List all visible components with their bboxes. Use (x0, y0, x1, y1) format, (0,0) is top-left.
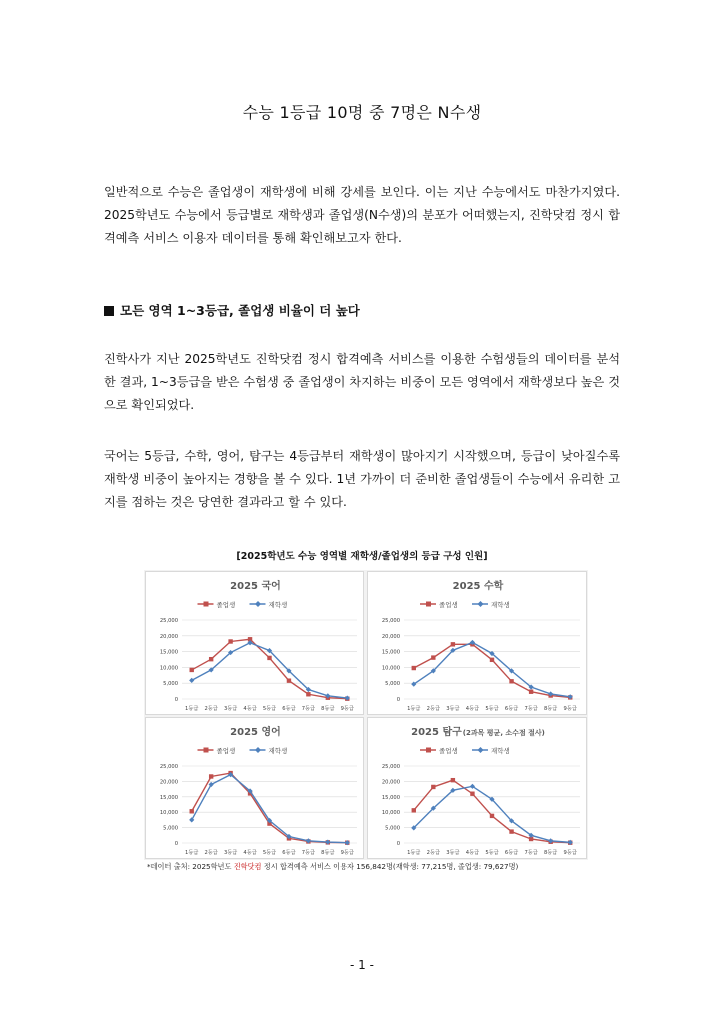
x-tick-label: 3등급 (446, 850, 460, 856)
y-tick-label: 15,000 (159, 649, 178, 656)
chart-title-note: (2과목 평균, 소수점 절사) (462, 729, 545, 737)
legend-label: 졸업생 (216, 747, 236, 755)
y-tick-label: 15,000 (159, 794, 178, 801)
graduate-series-line (192, 773, 348, 843)
section-heading-text: 모든 영역 1~3등급, 졸업생 비율이 더 높다 (120, 303, 360, 318)
x-tick-label: 4등급 (243, 706, 257, 712)
source-suffix: 정시 합격예측 서비스 이용자 156,842명(재학생: 77,215명, 졸업생: 79,627명) (261, 862, 519, 871)
legend-diamond-marker (478, 601, 484, 607)
y-tick-label: 20,000 (159, 633, 178, 640)
x-tick-label: 9등급 (340, 706, 354, 712)
legend-diamond-marker (255, 601, 261, 607)
y-tick-label: 15,000 (381, 794, 400, 801)
x-tick-label: 5등급 (262, 850, 277, 856)
x-tick-label: 9등급 (563, 706, 577, 712)
x-tick-label: 2등급 (204, 850, 218, 856)
x-tick-label: 3등급 (223, 850, 238, 856)
figure-title: [2025학년도 수능 영역별 재학생/졸업생의 등급 구성 인원] (236, 551, 488, 562)
chart-title (453, 579, 504, 592)
legend-label: 재학생 (268, 601, 288, 609)
current-student-series-line (414, 642, 570, 696)
chart-title (230, 579, 281, 592)
y-tick-label: 25,000 (381, 764, 400, 770)
document-title: 수능 1등급 10명 중 7명은 N수생 (242, 103, 482, 122)
x-tick-label: 1등급 (407, 850, 421, 856)
x-tick-label: 7등급 (301, 850, 316, 856)
x-tick-label: 5등급 (485, 706, 499, 712)
current-student-data-point (209, 782, 214, 787)
chart-title (230, 725, 281, 738)
data-source-note (147, 862, 607, 872)
x-tick-label: 9등급 (340, 850, 354, 856)
y-tick-label: 5,000 (385, 825, 400, 832)
graduate-data-point (431, 785, 435, 789)
x-tick-label: 8등급 (321, 706, 335, 712)
y-tick-label: 0 (174, 697, 178, 703)
x-tick-label: 1등급 (407, 706, 421, 712)
x-tick-label: 6등급 (504, 706, 519, 712)
current-student-data-point (189, 817, 194, 822)
y-tick-label: 25,000 (381, 618, 400, 624)
x-tick-label: 4등급 (465, 850, 480, 856)
section-heading (104, 301, 624, 319)
graduate-data-point (190, 809, 194, 813)
source-brand: 진학닷컴 (233, 862, 262, 871)
x-tick-label: 9등급 (563, 850, 577, 856)
y-tick-label: 5,000 (163, 681, 178, 688)
graduate-data-point (190, 668, 194, 672)
graduate-data-point (490, 814, 494, 818)
x-tick-label: 3등급 (446, 706, 460, 712)
y-tick-label: 0 (396, 697, 400, 703)
legend-label: 졸업생 (439, 601, 458, 609)
y-tick-label: 5,000 (385, 681, 400, 688)
legend-label: 졸업생 (216, 601, 236, 609)
x-tick-label: 8등급 (544, 706, 558, 712)
chart-panel-math (367, 571, 587, 715)
graduate-data-point (412, 808, 416, 812)
x-tick-label: 5등급 (485, 850, 499, 856)
legend-square-marker (426, 602, 431, 607)
legend-square-marker (426, 748, 431, 753)
graduate-data-point (451, 778, 455, 782)
x-tick-label: 3등급 (223, 706, 238, 712)
chart-title-main: 2025 국어 (230, 581, 281, 592)
chart-panel-english (145, 717, 364, 859)
chart-math (368, 572, 587, 715)
current-student-series-line (192, 775, 348, 843)
chart-panel-inquiry (367, 717, 587, 859)
legend-label: 재학생 (268, 747, 288, 755)
y-tick-label: 20,000 (381, 779, 400, 786)
graduate-data-point (470, 792, 474, 796)
graduate-data-point (228, 639, 232, 643)
y-tick-label: 10,000 (381, 810, 400, 817)
graduate-data-point (451, 642, 455, 646)
chart-korean (146, 572, 364, 715)
analysis-paragraph: 진학사가 지난 2025학년도 진학닷컴 정시 합격예측 서비스를 이용한 수험생들의 데이터를 분석한 결과, 1~3등급을 받은 수험생 중 졸업생이 차지하는 비중이 모든 영역에서 재학생보다 높은 것으로 확인되었다. (104, 352, 620, 412)
graduate-data-point (306, 692, 310, 696)
y-tick-label: 20,000 (159, 779, 178, 786)
graduate-data-point (509, 679, 513, 683)
x-tick-label: 2등급 (426, 706, 440, 712)
graduate-data-point (529, 690, 533, 694)
x-tick-label: 4등급 (243, 850, 257, 856)
x-tick-label: 5등급 (262, 706, 277, 712)
legend-square-marker (204, 748, 209, 753)
y-tick-label: 20,000 (381, 633, 400, 640)
graduate-data-point (509, 829, 513, 833)
y-tick-label: 15,000 (381, 649, 400, 656)
x-tick-label: 7등급 (524, 850, 538, 856)
x-tick-label: 7등급 (301, 706, 316, 712)
source-prefix: *데이터 출처: 2025학년도 (147, 862, 234, 871)
graduate-data-point (412, 666, 416, 670)
y-tick-label: 0 (396, 841, 400, 847)
graduate-data-point (267, 656, 271, 660)
x-tick-label: 8등급 (321, 850, 335, 856)
legend-diamond-marker (478, 747, 484, 753)
chart-title-main: 2025 탐구 (411, 727, 462, 738)
y-tick-label: 0 (174, 841, 178, 847)
chart-grid (144, 570, 588, 860)
chart-inquiry (368, 718, 587, 859)
x-tick-label: 2등급 (426, 850, 440, 856)
x-tick-label: 7등급 (524, 706, 538, 712)
chart-title (411, 725, 545, 738)
legend-square-marker (204, 602, 209, 607)
y-tick-label: 25,000 (159, 764, 178, 770)
x-tick-label: 1등급 (185, 850, 199, 856)
chart-panel-korean (145, 571, 364, 715)
trend-paragraph: 국어는 5등급, 수학, 영어, 탐구는 4등급부터 재학생이 많아지기 시작했으며, 등급이 낮아질수록 재학생 비중이 높아지는 경향을 볼 수 있다. 1년 가까이 더 준비한 졸업생들이 수능에서 유리한 고지를 점하는 것은 당연한 결과라고 할 수 있다. (104, 449, 620, 509)
graduate-data-point (209, 657, 213, 661)
legend-diamond-marker (255, 747, 261, 753)
square-bullet-icon (104, 306, 114, 316)
x-tick-label: 6등급 (282, 706, 296, 712)
graduate-data-point (490, 658, 494, 662)
y-tick-label: 25,000 (159, 618, 178, 624)
chart-english (146, 718, 364, 859)
x-tick-label: 1등급 (185, 706, 199, 712)
y-tick-label: 10,000 (381, 665, 400, 672)
x-tick-label: 6등급 (504, 850, 519, 856)
legend-label: 재학생 (491, 747, 510, 755)
page-number: - 1 - (350, 958, 374, 972)
graduate-data-point (287, 678, 291, 682)
x-tick-label: 8등급 (544, 850, 558, 856)
y-tick-label: 10,000 (159, 665, 178, 672)
y-tick-label: 5,000 (163, 825, 178, 832)
chart-title-main: 2025 영어 (230, 727, 281, 738)
x-tick-label: 6등급 (282, 850, 296, 856)
current-student-data-point (189, 678, 194, 683)
legend-label: 졸업생 (439, 747, 458, 755)
intro-paragraph: 일반적으로 수능은 졸업생이 재학생에 비해 강세를 보인다. 이는 지난 수능에서도 마찬가지였다. 2025학년도 수능에서 등급별로 재학생과 졸업생(N수생)의 분포가 어떠했는지, 진학닷컴 정시 합격예측 서비스 이용자 데이터를 통해 확인해보고자 한다. (104, 185, 620, 245)
x-tick-label: 2등급 (204, 706, 218, 712)
graduate-data-point (209, 774, 213, 778)
graduate-series-line (414, 780, 570, 843)
x-tick-label: 4등급 (465, 706, 480, 712)
graduate-data-point (431, 655, 435, 659)
y-tick-label: 10,000 (159, 810, 178, 817)
legend-label: 재학생 (491, 601, 510, 609)
chart-title-main: 2025 수학 (452, 581, 504, 592)
